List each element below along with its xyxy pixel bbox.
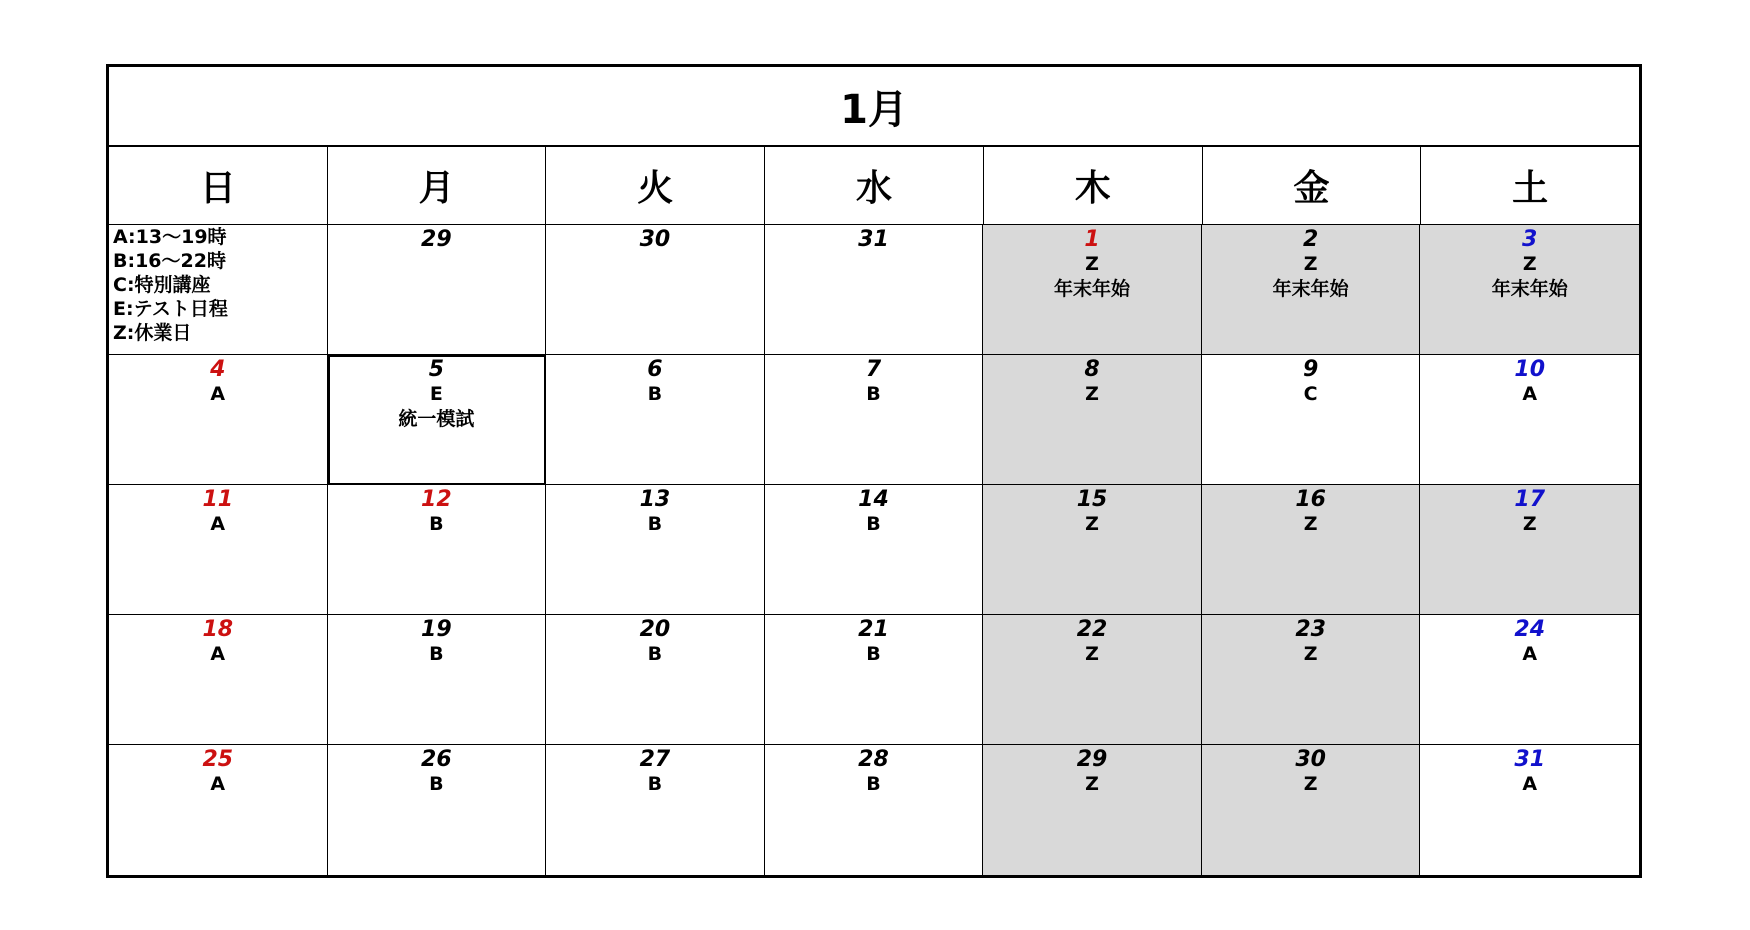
- schedule-code: B: [866, 383, 881, 405]
- calendar-day-cell[interactable]: [328, 355, 547, 485]
- calendar-day-cell[interactable]: [1202, 745, 1421, 875]
- legend-item: B:16〜22時: [113, 250, 226, 272]
- schedule-code: B: [866, 513, 881, 535]
- schedule-code: Z: [1085, 513, 1099, 535]
- calendar-day-cell[interactable]: [1202, 225, 1421, 355]
- schedule-code: B: [429, 643, 444, 665]
- schedule-code: A: [1522, 643, 1538, 665]
- calendar-day-cell[interactable]: [328, 225, 547, 355]
- calendar-day-cell[interactable]: [983, 745, 1202, 875]
- schedule-code: C: [1303, 383, 1318, 405]
- day-number: 17: [1514, 487, 1546, 512]
- schedule-code: Z: [1303, 513, 1318, 535]
- day-number: 23: [1295, 617, 1326, 642]
- day-number: 1: [1084, 227, 1100, 252]
- day-number: 31: [1514, 747, 1546, 772]
- calendar-day-cell[interactable]: [1420, 355, 1639, 485]
- day-number: 21: [858, 617, 889, 642]
- schedule-code: B: [647, 383, 663, 405]
- schedule-code: A: [1522, 773, 1538, 795]
- calendar-day-cell[interactable]: [983, 355, 1202, 485]
- weekday-saturday: 土: [1512, 168, 1549, 209]
- day-number: 22: [1076, 617, 1108, 642]
- calendar-day-cell[interactable]: [1420, 745, 1639, 875]
- weekday-header-row: [109, 147, 1639, 225]
- day-number: 25: [202, 747, 234, 772]
- day-number: 19: [421, 617, 452, 642]
- schedule-code: Z: [1085, 383, 1099, 405]
- calendar-day-cell[interactable]: [983, 615, 1202, 745]
- calendar-day-cell[interactable]: [546, 745, 765, 875]
- legend-item: A:13〜19時: [113, 226, 227, 248]
- schedule-code: B: [429, 513, 444, 535]
- schedule-code: Z: [1085, 773, 1099, 795]
- day-number: 30: [639, 227, 671, 252]
- day-number: 13: [639, 487, 671, 512]
- day-note: 年末年始: [1272, 278, 1349, 300]
- schedule-code: Z: [1522, 253, 1537, 275]
- day-note: 統一模試: [398, 408, 475, 430]
- day-number: 14: [858, 487, 889, 512]
- legend-item: C:特別講座: [113, 274, 211, 296]
- day-number: 8: [1084, 357, 1100, 382]
- day-number: 29: [421, 227, 452, 252]
- day-number: 5: [428, 357, 444, 382]
- day-number: 29: [1076, 747, 1108, 772]
- calendar-title: 1月: [109, 67, 1639, 147]
- day-number: 3: [1522, 227, 1538, 252]
- schedule-code: B: [647, 643, 663, 665]
- calendar-day-cell[interactable]: [765, 485, 984, 615]
- schedule-code: Z: [1303, 253, 1318, 275]
- calendar-day-cell[interactable]: [765, 745, 984, 875]
- schedule-code: B: [866, 773, 881, 795]
- calendar-day-cell[interactable]: [328, 745, 547, 875]
- calendar-day-cell[interactable]: [328, 615, 547, 745]
- calendar-day-cell[interactable]: [1420, 225, 1639, 355]
- calendar-day-cell[interactable]: [1202, 355, 1421, 485]
- schedule-code: B: [647, 513, 663, 535]
- calendar-day-cell[interactable]: [765, 355, 984, 485]
- calendar-day-cell[interactable]: [546, 225, 765, 355]
- legend-item: Z:休業日: [113, 322, 192, 344]
- schedule-code: A: [210, 383, 226, 405]
- day-number: 20: [639, 617, 671, 642]
- day-number: 7: [865, 357, 882, 382]
- schedule-code: A: [210, 773, 226, 795]
- calendar-day-cell[interactable]: [109, 485, 328, 615]
- calendar-day-cell[interactable]: [1420, 485, 1639, 615]
- day-number: 18: [202, 617, 234, 642]
- day-number: 10: [1514, 357, 1546, 382]
- day-number: 9: [1302, 357, 1319, 382]
- day-number: 30: [1295, 747, 1326, 772]
- day-number: 28: [858, 747, 889, 772]
- weekday-thursday: 木: [984, 147, 1203, 224]
- day-number: 26: [421, 747, 452, 772]
- day-note: 年末年始: [1054, 278, 1131, 300]
- weekday-tuesday: 火: [546, 147, 765, 224]
- legend-cell: [109, 225, 328, 355]
- calendar-day-cell[interactable]: [983, 485, 1202, 615]
- weekday-wednesday: 水: [765, 147, 984, 224]
- day-number: 11: [202, 487, 234, 512]
- day-number: 12: [421, 487, 452, 512]
- schedule-code: A: [210, 513, 226, 535]
- calendar-day-cell[interactable]: [109, 615, 328, 745]
- day-number: 24: [1514, 617, 1546, 642]
- calendar-day-cell[interactable]: [1420, 615, 1639, 745]
- calendar-day-cell[interactable]: [1202, 485, 1421, 615]
- day-number: 6: [647, 357, 663, 382]
- schedule-code: B: [429, 773, 444, 795]
- day-number: 31: [858, 227, 889, 252]
- schedule-code: Z: [1085, 253, 1099, 275]
- calendar-day-cell[interactable]: [765, 615, 984, 745]
- schedule-code: E: [429, 383, 443, 405]
- schedule-code: B: [647, 773, 663, 795]
- calendar-day-cell[interactable]: [546, 615, 765, 745]
- schedule-code: A: [210, 643, 226, 665]
- day-number: 16: [1295, 487, 1326, 512]
- calendar-grid: [109, 225, 1639, 875]
- schedule-code: A: [1522, 383, 1538, 405]
- weekday-friday: 金: [1203, 147, 1422, 224]
- schedule-code: Z: [1522, 513, 1537, 535]
- weekday-sunday: 日: [109, 147, 328, 224]
- calendar-day-cell[interactable]: [983, 225, 1202, 355]
- day-number: 27: [639, 747, 671, 772]
- calendar-day-cell[interactable]: [546, 485, 765, 615]
- schedule-code: Z: [1303, 643, 1318, 665]
- day-number: 4: [210, 357, 226, 382]
- day-number: 2: [1302, 227, 1319, 252]
- day-number: 15: [1076, 487, 1108, 512]
- calendar-day-cell[interactable]: [546, 355, 765, 485]
- legend-item: E:テスト日程: [113, 298, 228, 320]
- calendar-day-cell[interactable]: [109, 355, 328, 485]
- schedule-code: Z: [1085, 643, 1099, 665]
- calendar-day-cell[interactable]: [765, 225, 984, 355]
- calendar-day-cell[interactable]: [328, 485, 547, 615]
- month-calendar: [106, 64, 1642, 878]
- calendar-day-cell[interactable]: [1202, 615, 1421, 745]
- calendar-day-cell[interactable]: [109, 745, 328, 875]
- schedule-code: Z: [1303, 773, 1318, 795]
- weekday-monday: 月: [328, 147, 547, 224]
- schedule-code: B: [866, 643, 881, 665]
- day-note: 年末年始: [1491, 278, 1568, 300]
